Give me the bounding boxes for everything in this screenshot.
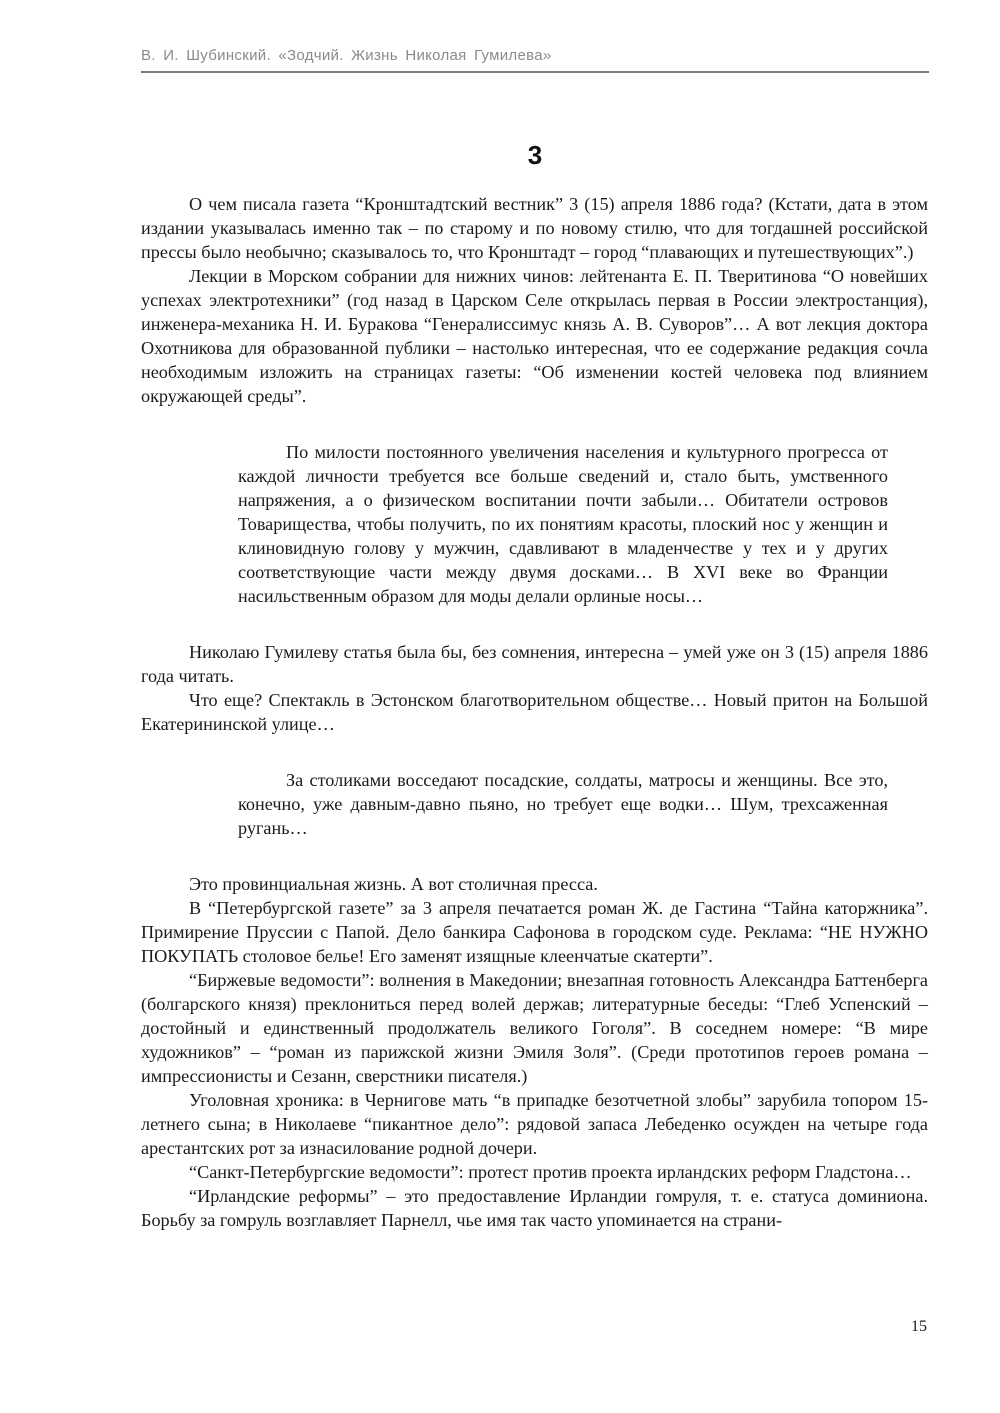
- block-quote: [238, 768, 888, 840]
- block-quote: [238, 440, 888, 608]
- header-rule: [141, 71, 929, 73]
- paragraph: “Ирландские реформы” – это предоставление Ирландии гомруля, т. е. статуса доминиона. Борьбу за гомруль возглавляет Парнелл, чье имя так часто упоминается на страни-: [141, 1186, 928, 1230]
- paragraph: “Санкт-Петербургские ведомости”: протест против проекта ирландских реформ Гладстона…: [189, 1162, 912, 1182]
- body-text: [141, 192, 928, 1232]
- paragraph: Это провинциальная жизнь. А вот столичная пресса.: [189, 874, 598, 894]
- paragraph: Что еще? Спектакль в Эстонском благотворительном обществе… Новый притон на Большой Екатерининской улице…: [141, 690, 928, 734]
- quote-text: По милости постоянного увеличения населения и культурного прогресса от каждой личности требуется все больше сведений и, стало быть, умственного напряжения, а о физическом воспитании почти забыли… Обитатели островов Товарищества, чтобы получить, по их понятиям красоты, плоский нос у женщин и клиновидную голову у мужчин, сдавливают в младенчестве у тех и у других соответствующие части между двумя досками… В XVI веке во Франции насильственным образом для моды делали орлиные носы…: [238, 442, 888, 606]
- paragraph: “Биржевые ведомости”: волнения в Македонии; внезапная готовность Александра Баттенберга (болгарского князя) преклониться перед волей держав; литературные беседы: “Глеб Успенский – достойный и единственный продолжатель великого Гоголя”. В соседнем номере: “В мире художников” – “роман из парижской жизни Эмиля Золя”. (Среди прототипов героев романа – импрессионисты и Сезанн, сверстники писателя.): [141, 970, 928, 1086]
- paragraph: Николаю Гумилеву статья была бы, без сомнения, интересна – умей уже он 3 (15) апреля 1886 года читать.: [141, 642, 928, 686]
- paragraph: Лекции в Морском собрании для нижних чинов: лейтенанта Е. П. Тверитинова “О новейших успехах электротехники” (год назад в Царском Селе открылась первая в России электростанция), инженера-механика Н. И. Буракова “Генералиссимус князь А. В. Суворов”… А вот лекция доктора Охотникова для образованной публики – настолько интересная, что ее содержание редакция сочла необходимым изложить на страницах газеты: “Об изменении костей человека под влиянием окружающей среды”.: [141, 266, 928, 406]
- quote-text: За столиками восседают посадские, солдаты, матросы и женщины. Все это, конечно, уже давным-давно пьяно, но требует еще водки… Шум, трехсаженная ругань…: [238, 770, 888, 838]
- paragraph: О чем писала газета “Кронштадтский вестник” 3 (15) апреля 1886 года? (Кстати, дата в этом издании указывалась именно так – по старому и по новому стилю, что для тогдашней российской прессы было необычно; сказывалось то, что Кронштадт – город “плавающих и путешествующих”.): [141, 194, 928, 262]
- chapter-number: 3: [527, 140, 543, 170]
- page-number: 15: [911, 1318, 927, 1335]
- paragraph: В “Петербургской газете” за 3 апреля печатается роман Ж. де Гастина “Тайна каторжника”. Примирение Пруссии с Папой. Дело банкира Сафонова в городском суде. Реклама: “НЕ НУЖНО ПОКУПАТЬ столовое белье! Его заменят изящные клеенчатые скатерти”.: [141, 898, 928, 966]
- running-head: В. И. Шубинский. «Зодчий. Жизнь Николая Гумилева»: [141, 47, 552, 64]
- paragraph: Уголовная хроника: в Чернигове мать “в припадке безотчетной злобы” зарубила топором 15-летнего сына; в Николаеве “пикантное дело”: рядовой запаса Лебеденко осужден на четыре года арестантских рот за изнасилование родной дочери.: [141, 1090, 928, 1158]
